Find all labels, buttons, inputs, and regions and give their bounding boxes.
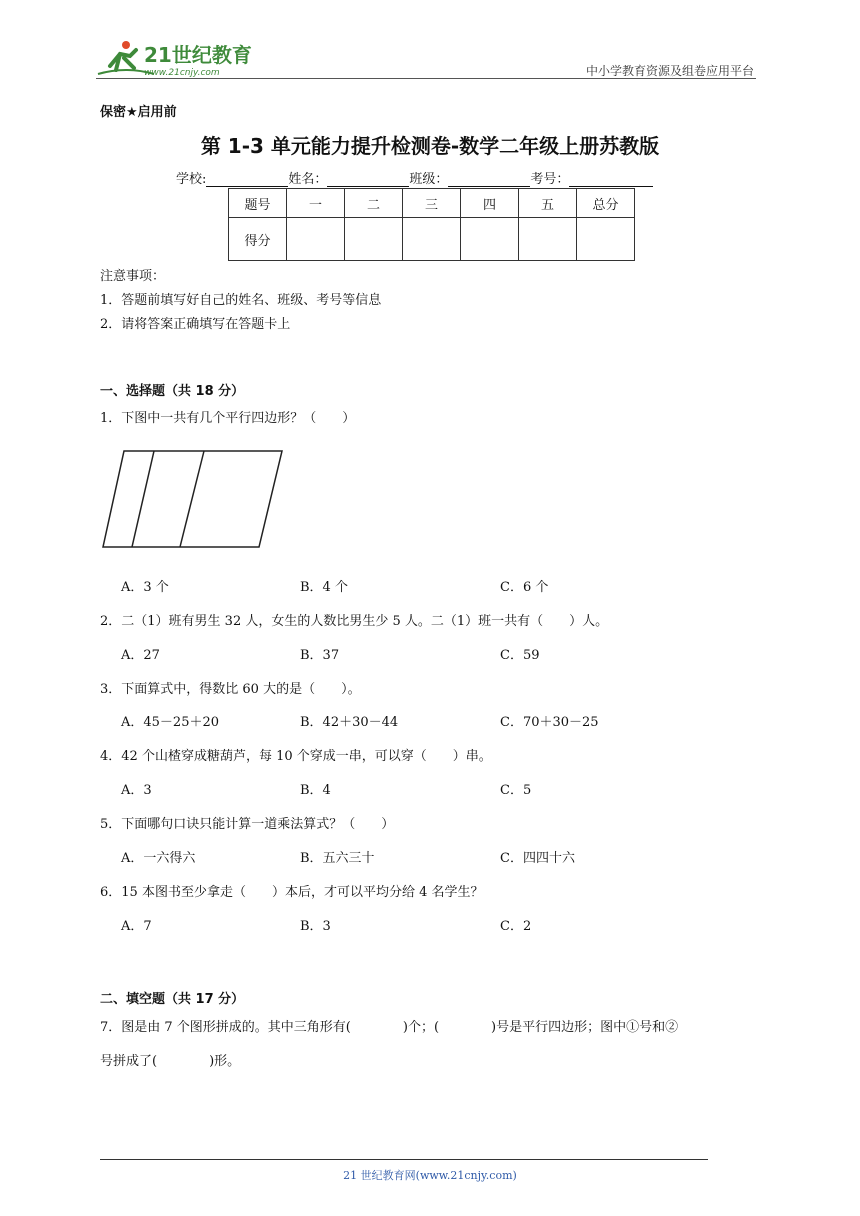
name-blank[interactable]: [327, 172, 409, 187]
option-b: B．4: [300, 783, 331, 798]
confidential-label: 保密★启用前: [100, 105, 177, 120]
score-table: [228, 188, 635, 261]
option-a: A．27: [121, 648, 160, 663]
class-blank[interactable]: [448, 172, 530, 187]
table-cell: 五: [519, 189, 577, 218]
option-b: B．4 个: [300, 580, 348, 595]
score-cell[interactable]: [345, 218, 403, 261]
page-title: 第 1-3 单元能力提升检测卷-数学二年级上册苏教版: [200, 134, 660, 158]
exam-no-blank[interactable]: [569, 172, 653, 187]
table-cell: 得分: [229, 218, 287, 261]
option-a: A．45－25＋20: [121, 715, 220, 730]
footer-divider: [100, 1159, 708, 1160]
table-cell: 一: [287, 189, 345, 218]
score-cell[interactable]: [287, 218, 345, 261]
notice-item: 2．请将答案正确填写在答题卡上: [100, 317, 291, 332]
question-3: 3．下面算式中，得数比 60 大的是（ ）。: [100, 682, 361, 697]
footer-link[interactable]: 21 世纪教育网(www.21cnjy.com): [343, 1169, 517, 1182]
table-cell: 四: [461, 189, 519, 218]
school-label: 学校:: [176, 172, 207, 187]
school-blank[interactable]: [206, 172, 288, 187]
option-a: A．3 个: [121, 580, 169, 595]
score-table-score-row: [229, 218, 635, 261]
section-title: 二、填空题（共 17 分）: [100, 992, 245, 1007]
table-cell: 三: [403, 189, 461, 218]
option-c: C．70＋30－25: [500, 715, 599, 730]
option-b: B．37: [300, 648, 340, 663]
student-info-line: [176, 168, 653, 187]
svg-text:www.21cnjy.com: www.21cnjy.com: [144, 68, 220, 78]
parallelogram-figure: [100, 448, 284, 550]
option-a: A．7: [121, 919, 152, 934]
option-b: B．五六三十: [300, 851, 375, 866]
question-5: 5．下面哪句口诀只能计算一道乘法算式？（ ）: [100, 817, 395, 832]
option-c: C．2: [500, 919, 532, 934]
score-table-header-row: [229, 189, 635, 218]
option-a: A．一六得六: [121, 851, 196, 866]
table-cell: 题号: [229, 189, 287, 218]
logo: [96, 36, 256, 80]
score-cell[interactable]: [519, 218, 577, 261]
table-cell: 二: [345, 189, 403, 218]
option-c: C．5: [500, 783, 532, 798]
option-b: B．3: [300, 919, 331, 934]
score-cell[interactable]: [461, 218, 519, 261]
question-2: 2．二（1）班有男生 32 人，女生的人数比男生少 5 人。二（1）班一共有（ ）人。: [100, 614, 609, 629]
question-1: 1．下图中一共有几个平行四边形？（ ）: [100, 411, 356, 426]
score-cell[interactable]: [577, 218, 635, 261]
question-4: 4．42 个山楂穿成糖葫芦，每 10 个穿成一串，可以穿（ ）串。: [100, 749, 492, 764]
table-cell: 总分: [577, 189, 635, 218]
option-c: C．59: [500, 648, 540, 663]
header-platform-text: 中小学教育资源及组卷应用平台: [585, 64, 754, 78]
score-cell[interactable]: [403, 218, 461, 261]
notice-title: 注意事项：: [100, 269, 166, 284]
question-6: 6．15 本图书至少拿走（ ）本后，才可以平均分给 4 名学生？: [100, 885, 484, 900]
section-title: 一、选择题（共 18 分）: [100, 384, 245, 399]
class-label: 班级：: [409, 172, 449, 187]
question-7-line-1: 7．图是由 7 个图形拼成的。其中三角形有( )个；( )号是平行四边形；图中①号和②: [100, 1020, 679, 1035]
option-c: C．四四十六: [500, 851, 575, 866]
exam-no-label: 考号：: [530, 172, 570, 187]
question-7-line-2: 号拼成了( )形。: [100, 1054, 241, 1069]
notice-item: 1．答题前填写好自己的姓名、班级、考号等信息: [100, 293, 382, 308]
header-divider: [96, 78, 756, 79]
option-a: A．3: [121, 783, 152, 798]
option-b: B．42＋30－44: [300, 715, 399, 730]
option-c: C．6 个: [500, 580, 549, 595]
name-label: 姓名：: [288, 172, 328, 187]
svg-text:21世纪教育: 21世纪教育: [144, 43, 252, 67]
